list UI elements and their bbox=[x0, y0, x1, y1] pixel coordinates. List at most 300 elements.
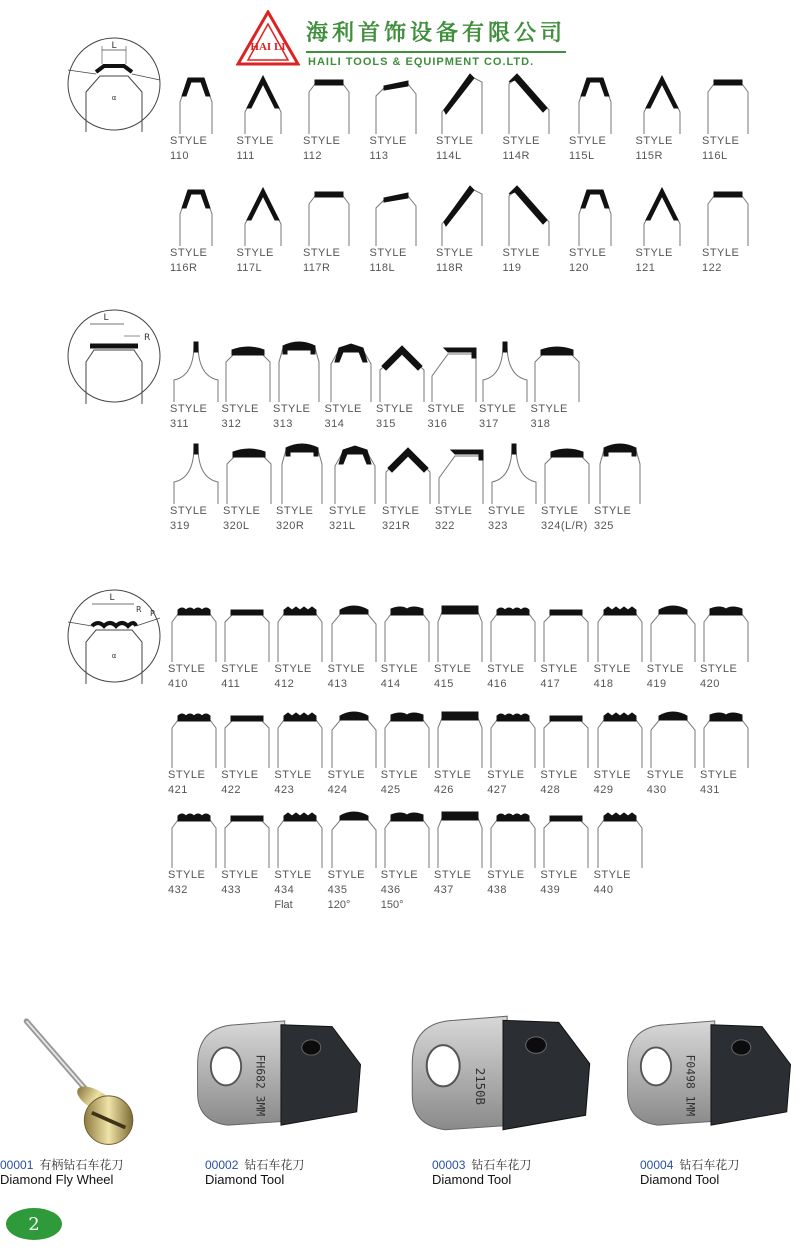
tool-style-item bbox=[488, 442, 540, 534]
diamond-tool-photo-icon bbox=[404, 1000, 600, 1148]
style-number-label: 313 bbox=[273, 418, 293, 430]
style-word-label: STYLE bbox=[170, 247, 208, 259]
tool-profile-icon bbox=[276, 442, 328, 504]
tool-style-item bbox=[540, 600, 592, 692]
style-number-label: 312 bbox=[221, 418, 242, 430]
haili-logo-icon bbox=[236, 10, 300, 66]
tool-profile-icon bbox=[274, 706, 326, 768]
style-word-label: STYLE bbox=[488, 505, 526, 517]
tool-profile-icon bbox=[170, 72, 222, 134]
product-code-number: 00001 bbox=[0, 1158, 34, 1172]
tool-style-item bbox=[170, 72, 222, 164]
style-word-label: STYLE bbox=[303, 135, 341, 147]
style-number-label: 116R bbox=[170, 262, 198, 274]
tool-style-item bbox=[274, 806, 326, 913]
svg-text:L: L bbox=[111, 41, 117, 51]
company-name-en: HAILI TOOLS & EQUIPMENT CO.LTD. bbox=[308, 56, 535, 68]
style-number-label: 417 bbox=[540, 678, 561, 690]
tool-style-item bbox=[503, 72, 555, 164]
tool-profile-icon bbox=[325, 340, 377, 402]
style-word-label: STYLE bbox=[380, 869, 419, 881]
style-number-label: 117L bbox=[236, 262, 263, 274]
style-word-label: STYLE bbox=[569, 247, 607, 259]
tool-style-item bbox=[221, 806, 273, 898]
style-number-label: 311 bbox=[170, 418, 190, 430]
tool-style-item bbox=[434, 600, 486, 692]
style-word-label: STYLE bbox=[700, 769, 738, 781]
tool-style-item bbox=[381, 600, 433, 692]
style-number-label: 321L bbox=[329, 520, 356, 532]
tool-style-item bbox=[487, 806, 539, 898]
tool-profile-icon bbox=[435, 442, 487, 504]
tool-style-item bbox=[436, 72, 488, 164]
tool-profile-icon bbox=[381, 806, 433, 868]
tool-profile-icon bbox=[436, 184, 488, 246]
tool-geometry-diagram-2 bbox=[64, 306, 164, 406]
tool-style-item bbox=[487, 600, 539, 692]
style-word-label: STYLE bbox=[327, 663, 365, 675]
header-divider bbox=[306, 51, 566, 53]
style-number-label: 422 bbox=[221, 784, 242, 796]
style-number-label: 112 bbox=[303, 150, 323, 162]
style-number-label: 419 bbox=[646, 678, 667, 690]
tool-profile-icon bbox=[170, 340, 222, 402]
style-number-label: 116L bbox=[702, 150, 728, 162]
tool-profile-icon bbox=[541, 442, 593, 504]
tool-profile-icon bbox=[531, 340, 583, 402]
style-number-label: 410 bbox=[168, 678, 188, 690]
tool-style-item bbox=[436, 184, 488, 276]
style-word-label: STYLE bbox=[646, 769, 685, 781]
style-number-label: 110 bbox=[170, 150, 190, 162]
style-number-label: 121 bbox=[635, 262, 656, 274]
product-code bbox=[640, 1156, 739, 1173]
tool-profile-icon bbox=[503, 72, 555, 134]
tool-style-item bbox=[170, 442, 222, 534]
tool-style-item bbox=[435, 442, 487, 534]
svg-text:F0498 1MM: F0498 1MM bbox=[683, 1054, 698, 1117]
tool-profile-icon bbox=[221, 600, 273, 662]
style-number-label: 424 bbox=[327, 784, 348, 796]
style-word-label: STYLE bbox=[540, 663, 578, 675]
style-word-label: STYLE bbox=[434, 769, 472, 781]
tool-profile-icon bbox=[700, 706, 752, 768]
tool-profile-icon bbox=[221, 806, 273, 868]
tool-profile-icon bbox=[569, 72, 621, 134]
tool-profile-icon bbox=[434, 806, 486, 868]
style-word-label: STYLE bbox=[700, 663, 738, 675]
page-header bbox=[236, 10, 576, 66]
style-word-label: STYLE bbox=[541, 505, 579, 517]
style-number-label: 435 bbox=[327, 884, 348, 896]
style-word-label: STYLE bbox=[434, 869, 472, 881]
style-number-label: 411 bbox=[221, 678, 241, 690]
product-photo bbox=[14, 1010, 164, 1150]
style-number-label: 421 bbox=[168, 784, 188, 796]
svg-text:P: P bbox=[150, 609, 155, 618]
style-word-label: STYLE bbox=[168, 663, 206, 675]
product-name-en: Diamond Tool bbox=[640, 1172, 720, 1187]
tool-profile-icon bbox=[168, 806, 220, 868]
tool-style-item bbox=[303, 184, 355, 276]
tool-profile-icon bbox=[702, 184, 754, 246]
tool-profile-icon bbox=[594, 442, 646, 504]
style-number-label: 436 bbox=[380, 884, 401, 896]
tool-profile-icon bbox=[436, 72, 488, 134]
style-word-label: STYLE bbox=[702, 247, 740, 259]
style-word-label: STYLE bbox=[276, 505, 314, 517]
diamond-tool-photo-icon bbox=[190, 1000, 370, 1148]
tool-style-item bbox=[434, 706, 486, 798]
style-word-label: STYLE bbox=[435, 505, 473, 517]
style-word-label: STYLE bbox=[702, 135, 740, 147]
tool-geometry-diagram-1 bbox=[64, 34, 164, 134]
product-name-cn: 钻石车花刀 bbox=[679, 1158, 740, 1172]
tool-style-item bbox=[274, 706, 326, 798]
style-word-label: STYLE bbox=[329, 505, 367, 517]
svg-text:R: R bbox=[136, 605, 142, 614]
style-word-label: STYLE bbox=[327, 769, 365, 781]
tool-style-item bbox=[168, 706, 220, 798]
style-word-label: STYLE bbox=[436, 135, 474, 147]
style-number-label: 429 bbox=[593, 784, 614, 796]
style-word-label: STYLE bbox=[168, 769, 206, 781]
style-word-label: STYLE bbox=[223, 505, 261, 517]
tool-style-item bbox=[569, 184, 621, 276]
style-word-label: STYLE bbox=[273, 403, 311, 415]
style-word-label: STYLE bbox=[274, 869, 312, 881]
tool-style-item bbox=[370, 72, 422, 164]
tool-style-item bbox=[531, 340, 583, 432]
style-number-label: 320R bbox=[276, 520, 305, 532]
tool-style-item bbox=[702, 72, 754, 164]
style-number-label: 425 bbox=[380, 784, 401, 796]
tool-style-item bbox=[540, 706, 592, 798]
tool-style-item bbox=[376, 340, 428, 432]
style-number-label: 413 bbox=[327, 678, 348, 690]
style-number-label: 120 bbox=[569, 262, 589, 274]
tool-profile-icon bbox=[328, 706, 380, 768]
product-photo bbox=[404, 1000, 600, 1148]
tool-style-item bbox=[594, 442, 646, 534]
tool-profile-icon bbox=[488, 442, 540, 504]
tool-profile-icon bbox=[428, 340, 480, 402]
style-word-label: STYLE bbox=[380, 663, 419, 675]
tool-style-item bbox=[303, 72, 355, 164]
page-number-badge bbox=[6, 1208, 62, 1240]
product-name-en: Diamond Fly Wheel bbox=[0, 1172, 114, 1187]
tool-style-item bbox=[170, 184, 222, 276]
tool-style-item bbox=[700, 706, 752, 798]
tool-style-item bbox=[168, 600, 220, 692]
style-word-label: STYLE bbox=[540, 869, 578, 881]
style-number-label: 416 bbox=[487, 678, 508, 690]
page-number: 2 bbox=[28, 1213, 40, 1235]
style-word-label: STYLE bbox=[376, 403, 414, 415]
tool-style-item bbox=[325, 340, 377, 432]
diamond-tool-photo-icon bbox=[620, 1000, 800, 1148]
style-word-label: STYLE bbox=[487, 663, 525, 675]
tool-style-item bbox=[328, 706, 380, 798]
style-word-label: STYLE bbox=[236, 247, 274, 259]
product-code-number: 00003 bbox=[432, 1158, 466, 1172]
tool-profile-icon bbox=[237, 72, 289, 134]
tool-profile-icon bbox=[434, 706, 486, 768]
style-word-label: STYLE bbox=[170, 505, 208, 517]
tool-style-item bbox=[636, 184, 688, 276]
style-number-label: 420 bbox=[700, 678, 720, 690]
style-number-label: 434 bbox=[274, 884, 295, 896]
style-number-label: 315 bbox=[376, 418, 396, 430]
svg-text:L: L bbox=[109, 593, 115, 603]
style-word-label: STYLE bbox=[502, 247, 540, 259]
product-name-en: Diamond Tool bbox=[205, 1172, 285, 1187]
tool-profile-icon bbox=[274, 600, 326, 662]
tool-profile-icon bbox=[303, 184, 355, 246]
product-name-cn: 钻石车花刀 bbox=[471, 1158, 532, 1172]
style-word-label: STYLE bbox=[593, 663, 631, 675]
tool-profile-icon bbox=[540, 706, 592, 768]
style-word-label: STYLE bbox=[487, 769, 525, 781]
style-number-label: 432 bbox=[168, 884, 188, 896]
tool-style-item bbox=[382, 442, 434, 534]
tool-profile-icon bbox=[370, 72, 422, 134]
tool-style-item bbox=[434, 806, 486, 898]
style-word-label: STYLE bbox=[221, 869, 259, 881]
style-word-label: STYLE bbox=[221, 663, 259, 675]
style-number-label: 440 bbox=[593, 884, 614, 896]
tool-profile-icon bbox=[647, 600, 699, 662]
tool-profile-icon bbox=[168, 706, 220, 768]
tool-profile-icon bbox=[382, 442, 434, 504]
logo-text: HAI LI bbox=[250, 41, 286, 53]
style-word-label: STYLE bbox=[530, 403, 568, 415]
tool-style-item bbox=[702, 184, 754, 276]
style-word-label: STYLE bbox=[170, 403, 208, 415]
style-number-label: 317 bbox=[479, 418, 499, 430]
style-word-label: STYLE bbox=[479, 403, 517, 415]
product-photo bbox=[620, 1000, 800, 1148]
svg-text:2150B: 2150B bbox=[473, 1067, 488, 1105]
tool-profile-icon bbox=[487, 706, 539, 768]
style-number-label: 427 bbox=[487, 784, 508, 796]
diamond-fly-wheel-photo-icon bbox=[14, 1010, 164, 1150]
style-word-label: STYLE bbox=[569, 135, 607, 147]
tool-style-item bbox=[594, 706, 646, 798]
style-word-label: STYLE bbox=[274, 663, 312, 675]
style-number-label: 320L bbox=[223, 520, 250, 532]
tool-profile-icon bbox=[487, 806, 539, 868]
product-code bbox=[205, 1156, 304, 1173]
tool-style-item bbox=[503, 184, 555, 276]
tool-style-item bbox=[222, 340, 274, 432]
style-word-label: STYLE bbox=[487, 869, 525, 881]
product-code-number: 00002 bbox=[205, 1158, 239, 1172]
tool-profile-icon bbox=[168, 600, 220, 662]
style-note-label: 150° bbox=[380, 899, 404, 911]
tool-profile-icon bbox=[479, 340, 531, 402]
tool-style-item bbox=[700, 600, 752, 692]
tool-profile-icon bbox=[487, 600, 539, 662]
svg-text:FH682 3MM: FH682 3MM bbox=[253, 1054, 268, 1117]
style-word-label: STYLE bbox=[274, 769, 312, 781]
product-name-cn: 钻石车花刀 bbox=[244, 1158, 305, 1172]
tool-profile-icon bbox=[569, 184, 621, 246]
style-number-label: 117R bbox=[303, 262, 331, 274]
style-word-label: STYLE bbox=[369, 135, 407, 147]
style-number-label: 118R bbox=[436, 262, 464, 274]
tool-style-item bbox=[569, 72, 621, 164]
style-number-label: 115L bbox=[569, 150, 595, 162]
style-word-label: STYLE bbox=[221, 403, 259, 415]
tool-style-item bbox=[274, 600, 326, 692]
style-number-label: 431 bbox=[700, 784, 720, 796]
tool-style-item bbox=[540, 806, 592, 898]
style-word-label: STYLE bbox=[327, 869, 365, 881]
tool-profile-icon bbox=[381, 706, 433, 768]
tool-profile-icon bbox=[700, 600, 752, 662]
tool-profile-icon bbox=[376, 340, 428, 402]
tool-style-item bbox=[237, 184, 289, 276]
tool-profile-icon bbox=[328, 806, 380, 868]
tool-style-item bbox=[381, 706, 433, 798]
tool-profile-icon bbox=[370, 184, 422, 246]
tool-style-item bbox=[168, 806, 220, 898]
style-word-label: STYLE bbox=[236, 135, 274, 147]
tool-profile-icon bbox=[237, 184, 289, 246]
style-number-label: 115R bbox=[635, 150, 663, 162]
style-word-label: STYLE bbox=[382, 505, 420, 517]
style-number-label: 111 bbox=[236, 150, 255, 162]
tool-style-item bbox=[594, 806, 646, 898]
tool-style-item bbox=[221, 600, 273, 692]
tool-geometry-diagram-3 bbox=[64, 586, 164, 686]
tool-style-item bbox=[328, 600, 380, 692]
tool-style-item bbox=[479, 340, 531, 432]
style-number-label: 430 bbox=[646, 784, 667, 796]
tool-profile-icon bbox=[434, 600, 486, 662]
style-number-label: 318 bbox=[530, 418, 551, 430]
style-number-label: 412 bbox=[274, 678, 295, 690]
style-number-label: 323 bbox=[488, 520, 508, 532]
svg-text:α: α bbox=[111, 94, 117, 102]
tool-profile-icon bbox=[381, 600, 433, 662]
style-number-label: 438 bbox=[487, 884, 508, 896]
tool-profile-icon bbox=[540, 806, 592, 868]
tool-profile-icon bbox=[594, 806, 646, 868]
style-number-label: 428 bbox=[540, 784, 561, 796]
tool-style-item bbox=[428, 340, 480, 432]
tool-style-item bbox=[647, 600, 699, 692]
style-word-label: STYLE bbox=[168, 869, 206, 881]
tool-profile-icon bbox=[274, 806, 326, 868]
tool-style-item bbox=[221, 706, 273, 798]
style-number-label: 433 bbox=[221, 884, 242, 896]
tool-profile-icon bbox=[594, 706, 646, 768]
style-word-label: STYLE bbox=[436, 247, 474, 259]
style-word-label: STYLE bbox=[434, 663, 472, 675]
style-number-label: 118L bbox=[369, 262, 396, 274]
style-word-label: STYLE bbox=[221, 769, 259, 781]
tool-profile-icon bbox=[223, 442, 275, 504]
tool-profile-icon bbox=[329, 442, 381, 504]
svg-text:α: α bbox=[111, 652, 117, 660]
tool-profile-icon bbox=[221, 706, 273, 768]
tool-style-item bbox=[237, 72, 289, 164]
tool-style-item bbox=[541, 442, 593, 534]
svg-text:L: L bbox=[103, 313, 109, 323]
style-number-label: 122 bbox=[702, 262, 722, 274]
tool-style-item bbox=[636, 72, 688, 164]
product-code bbox=[0, 1156, 123, 1173]
tool-profile-icon bbox=[702, 72, 754, 134]
style-word-label: STYLE bbox=[593, 869, 631, 881]
style-number-label: 414 bbox=[380, 678, 401, 690]
tool-profile-icon bbox=[303, 72, 355, 134]
style-number-label: 439 bbox=[540, 884, 561, 896]
product-name-en: Diamond Tool bbox=[432, 1172, 512, 1187]
style-word-label: STYLE bbox=[369, 247, 407, 259]
style-word-label: STYLE bbox=[170, 135, 208, 147]
style-word-label: STYLE bbox=[593, 769, 631, 781]
style-number-label: 113 bbox=[369, 150, 389, 162]
style-note-label: 120° bbox=[327, 899, 351, 911]
style-word-label: STYLE bbox=[635, 135, 673, 147]
tool-profile-icon bbox=[594, 600, 646, 662]
tool-profile-icon bbox=[222, 340, 274, 402]
style-number-label: 321R bbox=[382, 520, 411, 532]
style-number-label: 119 bbox=[502, 262, 522, 274]
tool-profile-icon bbox=[636, 184, 688, 246]
tool-style-item bbox=[223, 442, 275, 534]
style-number-label: 415 bbox=[434, 678, 454, 690]
product-code bbox=[432, 1156, 531, 1173]
style-number-label: 426 bbox=[434, 784, 454, 796]
style-number-label: 423 bbox=[274, 784, 295, 796]
tool-style-item bbox=[170, 340, 222, 432]
style-note-label: Flat bbox=[274, 899, 293, 911]
tool-profile-icon bbox=[636, 72, 688, 134]
style-number-label: 114R bbox=[502, 150, 530, 162]
tool-style-item bbox=[487, 706, 539, 798]
tool-style-item bbox=[594, 600, 646, 692]
tool-profile-icon bbox=[170, 442, 222, 504]
style-word-label: STYLE bbox=[635, 247, 673, 259]
product-code-number: 00004 bbox=[640, 1158, 674, 1172]
style-word-label: STYLE bbox=[427, 403, 465, 415]
tool-profile-icon bbox=[647, 706, 699, 768]
style-word-label: STYLE bbox=[540, 769, 578, 781]
style-number-label: 114L bbox=[436, 150, 462, 162]
style-number-label: 319 bbox=[170, 520, 190, 532]
tool-style-item bbox=[381, 806, 433, 913]
style-number-label: 316 bbox=[427, 418, 448, 430]
tool-profile-icon bbox=[170, 184, 222, 246]
style-number-label: 325 bbox=[594, 520, 614, 532]
svg-text:R: R bbox=[144, 333, 151, 343]
tool-profile-icon bbox=[273, 340, 325, 402]
tool-style-item bbox=[370, 184, 422, 276]
tool-profile-icon bbox=[328, 600, 380, 662]
tool-style-item bbox=[329, 442, 381, 534]
tool-style-item bbox=[273, 340, 325, 432]
product-photo bbox=[190, 1000, 370, 1148]
tool-style-item bbox=[328, 806, 380, 913]
style-number-label: 418 bbox=[593, 678, 614, 690]
tool-style-item bbox=[276, 442, 328, 534]
style-number-label: 324(L/R) bbox=[541, 520, 588, 532]
style-word-label: STYLE bbox=[303, 247, 341, 259]
